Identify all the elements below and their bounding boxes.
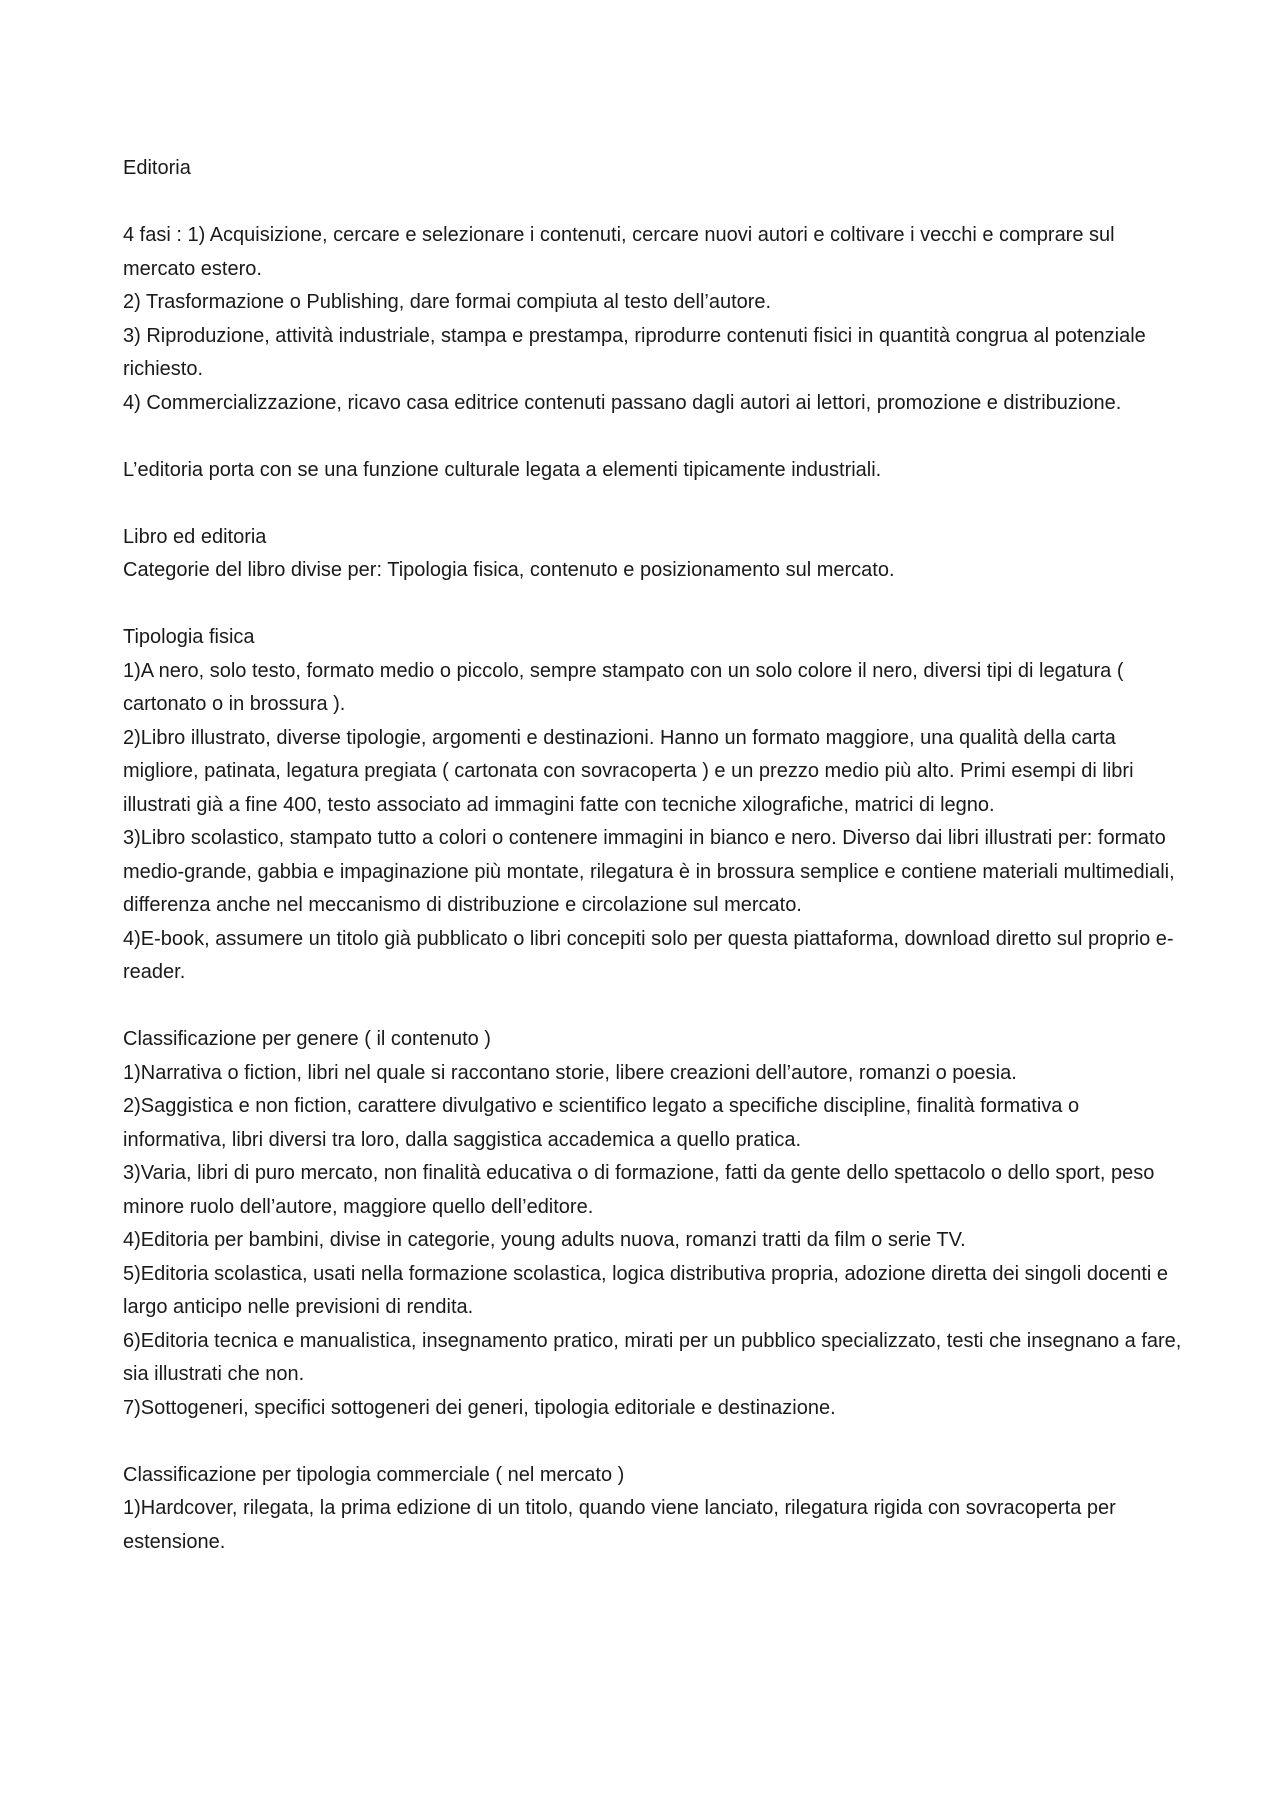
spacer [123,420,1183,454]
tipologia-item: 1)A nero, solo testo, formato medio o piccolo, sempre stampato con un solo colore il nero, diversi tipi di legatura ( cartonato o in brossura ). [123,659,1124,715]
genere-item: 4)Editoria per bambini, divise in categorie, young adults nuova, romanzi tratti da film o serie TV. [123,1229,966,1251]
section-heading-genere: Classificazione per genere ( il contenuto ) [123,1028,491,1050]
spacer [123,487,1183,521]
fasi-paragraph: 3) Riproduzione, attività industriale, stampa e prestampa, riprodurre contenuti fisici in quantità congrua al potenziale richiesto. [123,324,1146,380]
commerciale-item: 1)Hardcover, rilegata, la prima edizione di un titolo, quando viene lanciato, rilegatura rigida con sovracoperta per estensione. [123,1497,1116,1553]
genere-item: 7)Sottogeneri, specifici sottogeneri dei generi, tipologia editoriale e destinazione. [123,1396,836,1419]
fasi-paragraph: 4) Commercializzazione, ricavo casa editrice contenuti passano dagli autori ai lettori, promozione e distribuzione. [123,391,1122,414]
section-heading-libro: Libro ed editoria [123,525,267,548]
spacer [123,186,1183,220]
intro-paragraph: L’editoria porta con se una funzione culturale legata a elementi tipicamente industriali. [123,458,882,481]
spacer [123,1425,1183,1459]
genere-item: 3)Varia, libri di puro mercato, non finalità educativa o di formazione, fatti da gente dello spettacolo o dello sport, peso minore ruolo dell’autore, maggiore quello dell’editore. [123,1162,1155,1218]
libro-paragraph: Categorie del libro divise per: Tipologia fisica, contenuto e posizionamento sul mercato. [123,559,895,581]
document-title: Editoria [123,157,191,179]
genere-item: 6)Editoria tecnica e manualistica, insegnamento pratico, mirati per un pubblico specializzato, testi che insegnano a fare, sia illustrati che non. [123,1329,1182,1385]
tipologia-item: 3)Libro scolastico, stampato tutto a colori o contenere immagini in bianco e nero. Diverso dai libri illustrati per: formato medio-grande, gabbia e impaginazione più montate, rilegatura è in brossura semplice e contiene materiali multimediali, differenza anche nel meccanismo di distribuzione e circolazione sul mercato. [123,827,1175,916]
genere-item: 2)Saggistica e non fiction, carattere divulgativo e scientifico legato a specifiche discipline, finalità formativa o informativa, libri diversi tra loro, dalla saggistica accademica a quello pratica. [123,1095,1080,1151]
section-heading-commerciale: Classificazione per tipologia commerciale ( nel mercato ) [123,1463,625,1486]
section-heading-tipologia: Tipologia fisica [123,626,255,648]
genere-item: 1)Narrativa o fiction, libri nel quale si raccontano storie, libere creazioni dell’autore, romanzi o poesia. [123,1061,1017,1084]
fasi-paragraph: 4 fasi : 1) Acquisizione, cercare e selezionare i contenuti, cercare nuovi autori e coltivare i vecchi e comprare sul mercato estero. [123,224,1115,280]
spacer [123,588,1183,622]
tipologia-item: 2)Libro illustrato, diverse tipologie, argomenti e destinazioni. Hanno un formato maggiore, una qualità della carta migliore, patinata, legatura pregiata ( cartonata con sovracoperta ) e un prezzo medio più alto. Primi esempi di libri illustrati già a fine 400, testo associato ad immagini fatte con tecniche xilografiche, matrici di legno. [123,726,1134,816]
tipologia-item: 4)E-book, assumere un titolo già pubblicato o libri concepiti solo per questa piattaforma, download diretto sul proprio e-reader. [123,927,1174,983]
spacer [123,990,1183,1024]
document-page [123,152,1183,1559]
genere-item: 5)Editoria scolastica, usati nella formazione scolastica, logica distributiva propria, adozione diretta dei singoli docenti e largo anticipo nelle previsioni di rendita. [123,1262,1168,1318]
fasi-paragraph: 2) Trasformazione o Publishing, dare formai compiuta al testo dell’autore. [123,291,772,313]
